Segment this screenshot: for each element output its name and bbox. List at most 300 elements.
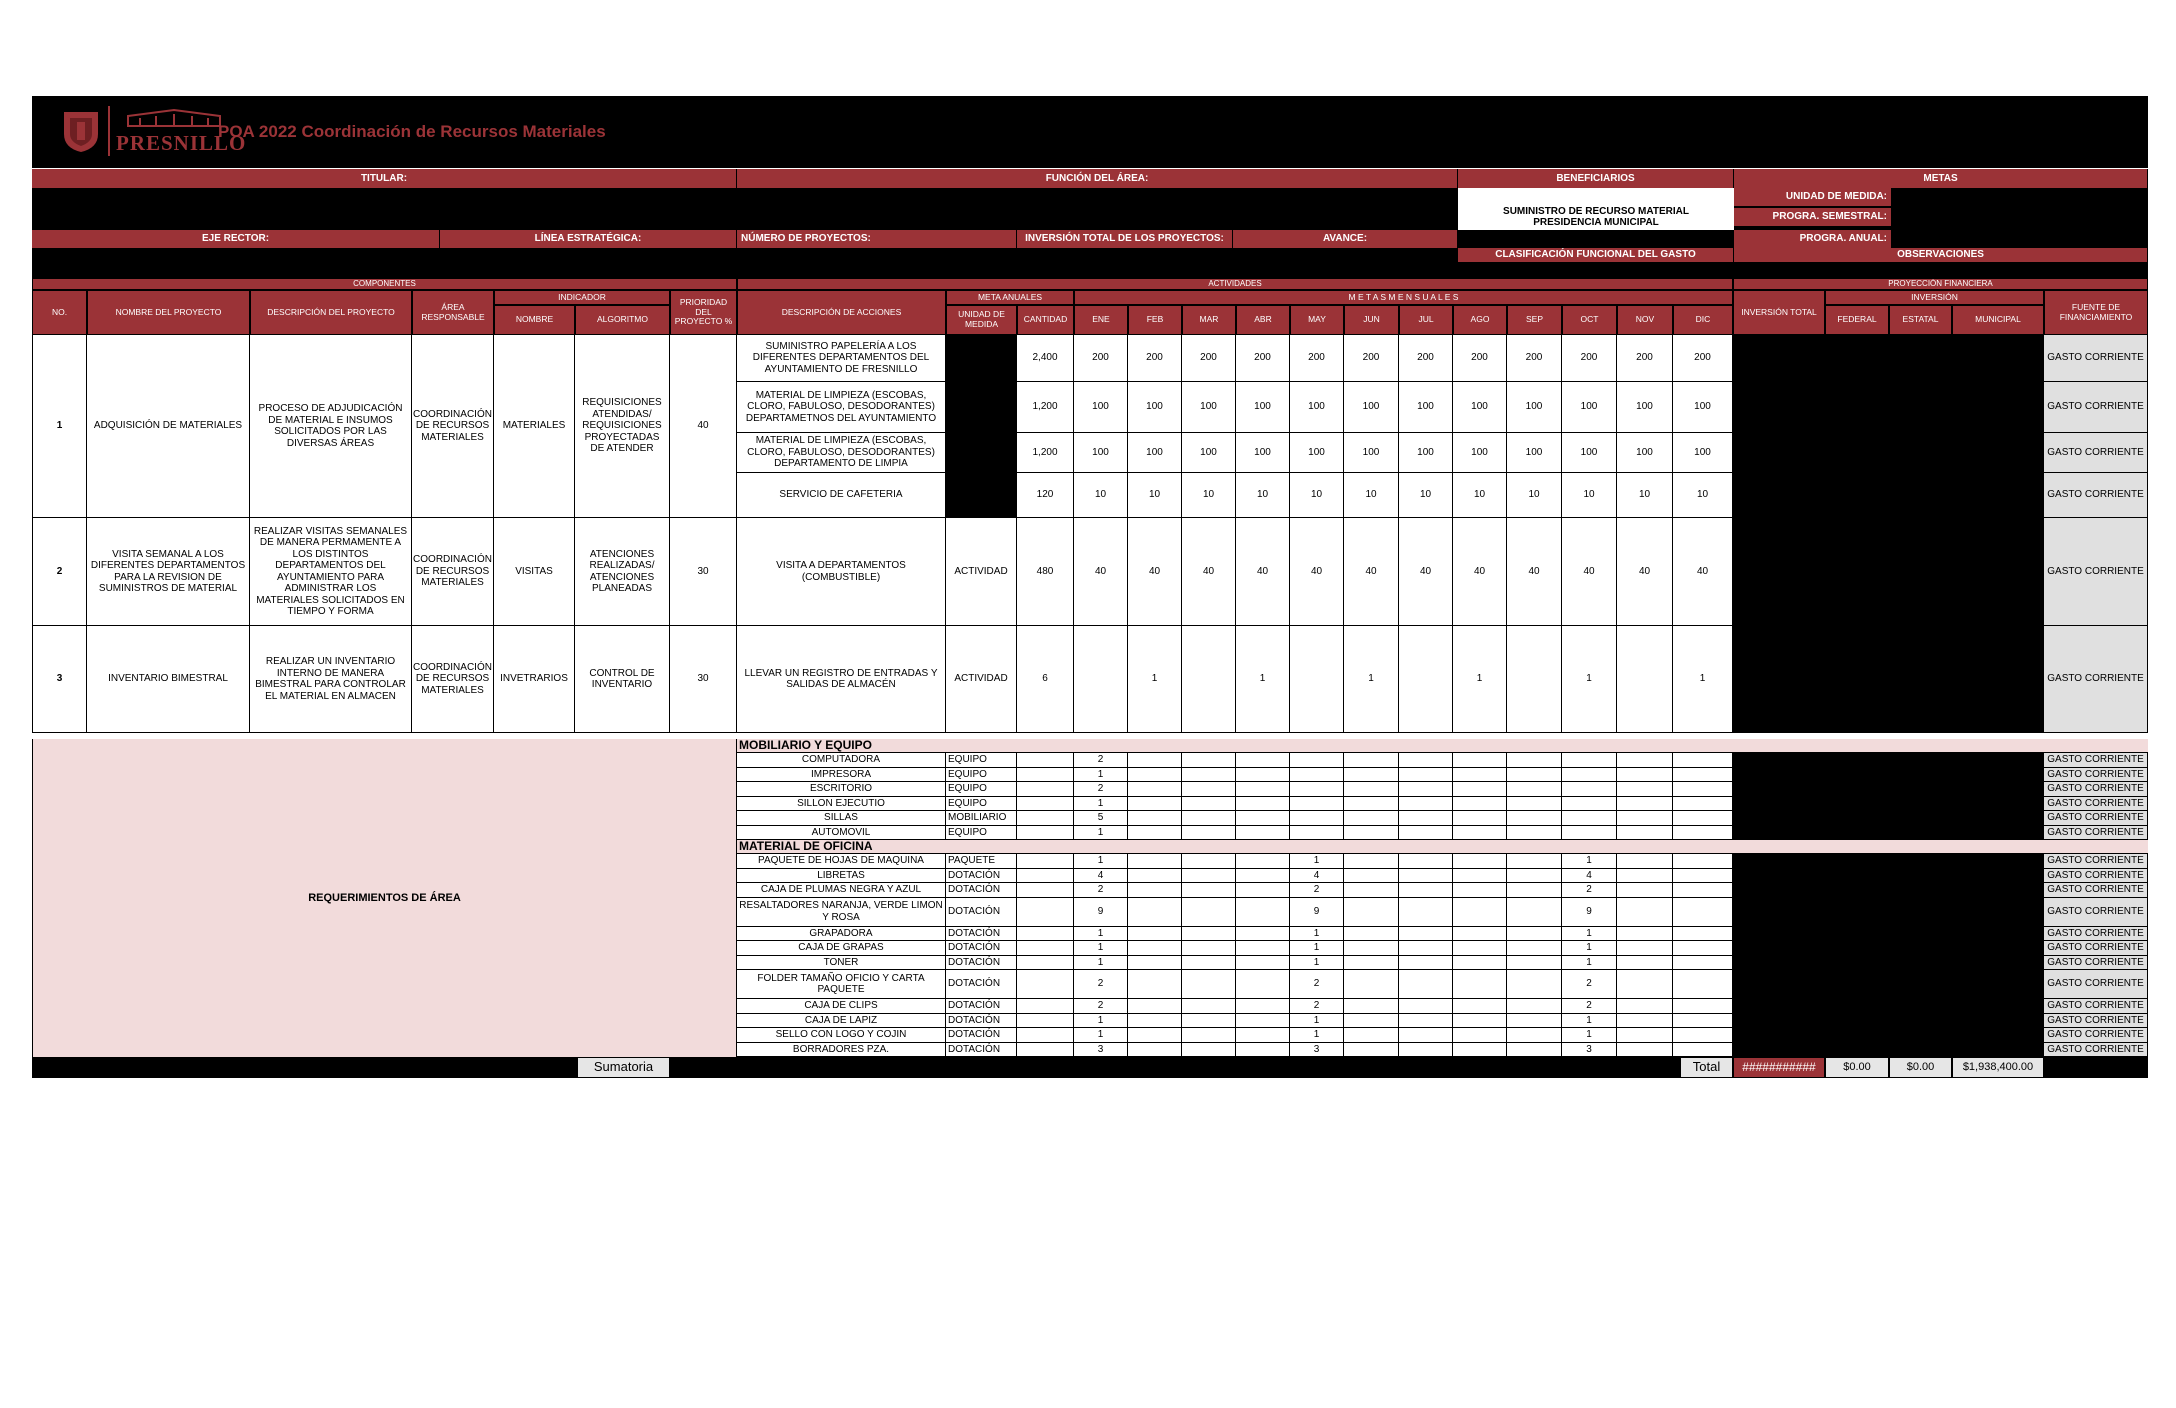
req-item-month-nov (1617, 1043, 1673, 1058)
req-item-month-mar (1182, 927, 1236, 942)
project-indicador-nombre: VISITAS (494, 518, 575, 626)
req-item-month-oct: 2 (1562, 970, 1617, 999)
req-item-inversion-block (1733, 782, 2044, 797)
project-indicador-nombre: INVETRARIOS (494, 626, 575, 733)
req-item-inversion-block (1733, 883, 2044, 898)
project-algoritmo: REQUISICIONES ATENDIDAS/ REQUISICIONES PROYECTADAS DE ATENDER (575, 335, 670, 518)
req-item-fuente: GASTO CORRIENTE (2044, 927, 2148, 942)
req-item-month-abr (1236, 970, 1290, 999)
req-item-month-jul (1399, 1043, 1453, 1058)
action-month-feb: 10 (1128, 473, 1182, 518)
req-item-month-ene: 1 (1074, 941, 1128, 956)
action-month-may (1290, 626, 1344, 733)
req-item-month-oct: 2 (1562, 883, 1617, 898)
col-month-mar: MAR (1182, 305, 1236, 335)
req-item-month-oct (1562, 826, 1617, 841)
req-item-month-may (1290, 782, 1344, 797)
req-item-month-nov (1617, 753, 1673, 768)
req-item-descripcion: GRAPADORA (737, 927, 946, 942)
req-section-title: MATERIAL DE OFICINA (737, 840, 2044, 854)
req-item-month-ene: 1 (1074, 797, 1128, 812)
req-item-unidad: DOTACIÓN (946, 1043, 1017, 1058)
action-month-jul: 100 (1399, 382, 1453, 433)
funcion-label: FUNCIÓN DEL ÁREA: (737, 169, 1458, 188)
action-month-jun: 100 (1344, 382, 1399, 433)
req-item-month-feb (1128, 869, 1182, 884)
col-estatal: ESTATAL (1889, 305, 1952, 335)
col-month-jun: JUN (1344, 305, 1399, 335)
req-item-month-nov (1617, 768, 1673, 783)
req-item-month-mar (1182, 826, 1236, 841)
col-month-ago: AGO (1453, 305, 1507, 335)
req-item-fuente: GASTO CORRIENTE (2044, 956, 2148, 971)
inversion-header: INVERSIÓN (1825, 290, 2044, 305)
req-item-month-abr (1236, 869, 1290, 884)
building-icon (116, 108, 232, 128)
req-item-descripcion: SILLON EJECUTIO (737, 797, 946, 812)
req-item-descripcion: RESALTADORES NARANJA, VERDE LIMON Y ROSA (737, 898, 946, 927)
req-item-month-sep (1507, 970, 1562, 999)
req-item-month-nov (1617, 782, 1673, 797)
req-item-unidad: DOTACIÓN (946, 941, 1017, 956)
req-item-month-ene: 2 (1074, 999, 1128, 1014)
inversion-total-proyectos-label: INVERSIÓN TOTAL DE LOS PROYECTOS: (1017, 230, 1233, 248)
req-item-cantidad (1017, 782, 1074, 797)
req-item-month-may: 2 (1290, 999, 1344, 1014)
req-item-month-dic (1673, 826, 1733, 841)
total-federal-value: $0.00 (1825, 1057, 1889, 1078)
req-item-month-sep (1507, 797, 1562, 812)
action-month-jun: 100 (1344, 433, 1399, 473)
req-item-month-jun (1344, 811, 1399, 826)
req-item-month-ene: 1 (1074, 1028, 1128, 1043)
req-item-descripcion: SELLO CON LOGO Y COJIN (737, 1028, 946, 1043)
req-item-unidad: DOTACIÓN (946, 1028, 1017, 1043)
req-item-cantidad (1017, 854, 1074, 869)
req-item-month-may: 3 (1290, 1043, 1344, 1058)
req-item-inversion-block (1733, 927, 2044, 942)
req-item-month-jun (1344, 1028, 1399, 1043)
req-item-month-feb (1128, 898, 1182, 927)
req-item-month-dic (1673, 782, 1733, 797)
req-item-fuente: GASTO CORRIENTE (2044, 811, 2148, 826)
action-inversion-block (1733, 335, 2044, 382)
req-item-month-sep (1507, 854, 1562, 869)
req-item-unidad: PAQUETE (946, 854, 1017, 869)
action-month-nov: 10 (1617, 473, 1673, 518)
col-month-ene: ENE (1074, 305, 1128, 335)
req-item-month-ene: 2 (1074, 782, 1128, 797)
req-item-month-feb (1128, 753, 1182, 768)
req-item-month-abr (1236, 768, 1290, 783)
req-item-inversion-block (1733, 826, 2044, 841)
col-unidad: UNIDAD DE MEDIDA (946, 305, 1017, 335)
req-item-fuente: GASTO CORRIENTE (2044, 1028, 2148, 1043)
action-cantidad: 1,200 (1017, 433, 1074, 473)
req-item-month-oct (1562, 753, 1617, 768)
req-item-month-oct: 1 (1562, 854, 1617, 869)
req-item-month-nov (1617, 797, 1673, 812)
req-item-fuente: GASTO CORRIENTE (2044, 898, 2148, 927)
req-item-month-ene: 2 (1074, 753, 1128, 768)
req-item-month-jul (1399, 797, 1453, 812)
beneficiarios-value: SUMINISTRO DE RECURSO MATERIAL PRESIDENCIA MUNICIPAL (1458, 188, 1734, 246)
req-item-unidad: DOTACIÓN (946, 883, 1017, 898)
col-algoritmo: ALGORITMO (575, 305, 670, 335)
col-month-oct: OCT (1562, 305, 1617, 335)
req-item-month-may: 4 (1290, 869, 1344, 884)
req-item-month-ene: 2 (1074, 970, 1128, 999)
req-item-inversion-block (1733, 898, 2044, 927)
req-item-month-ago (1453, 1028, 1507, 1043)
linea-estrategica-label: LÍNEA ESTRATÉGICA: (440, 230, 737, 248)
action-month-ene: 40 (1074, 518, 1128, 626)
req-item-descripcion: PAQUETE DE HOJAS DE MAQUINA (737, 854, 946, 869)
req-item-month-feb (1128, 782, 1182, 797)
action-month-dic: 10 (1673, 473, 1733, 518)
req-item-month-abr (1236, 883, 1290, 898)
req-item-month-sep (1507, 956, 1562, 971)
progra-anual-label: PROGRA. ANUAL: (1734, 230, 1892, 248)
req-item-month-may (1290, 797, 1344, 812)
col-month-feb: FEB (1128, 305, 1182, 335)
req-item-month-ago (1453, 898, 1507, 927)
action-month-abr: 40 (1236, 518, 1290, 626)
req-item-month-feb (1128, 826, 1182, 841)
action-cantidad: 1,200 (1017, 382, 1074, 433)
req-item-month-ago (1453, 1014, 1507, 1029)
req-item-month-feb (1128, 797, 1182, 812)
req-item-month-sep (1507, 753, 1562, 768)
req-item-month-jul (1399, 753, 1453, 768)
action-month-oct: 40 (1562, 518, 1617, 626)
col-month-sep: SEP (1507, 305, 1562, 335)
total-label: Total (1680, 1057, 1733, 1078)
action-month-mar: 10 (1182, 473, 1236, 518)
req-item-month-ene: 4 (1074, 869, 1128, 884)
req-item-month-nov (1617, 956, 1673, 971)
action-cantidad: 6 (1017, 626, 1074, 733)
action-month-ago: 1 (1453, 626, 1507, 733)
req-item-inversion-block (1733, 1028, 2044, 1043)
req-item-month-abr (1236, 826, 1290, 841)
project-area: COORDINACIÓN DE RECURSOS MATERIALES (412, 626, 494, 733)
req-item-month-feb (1128, 768, 1182, 783)
req-item-month-nov (1617, 811, 1673, 826)
req-item-month-nov (1617, 927, 1673, 942)
req-item-unidad: EQUIPO (946, 797, 1017, 812)
action-fuente: GASTO CORRIENTE (2044, 473, 2148, 518)
action-month-dic: 200 (1673, 335, 1733, 382)
req-item-month-ago (1453, 811, 1507, 826)
req-item-fuente: GASTO CORRIENTE (2044, 854, 2148, 869)
req-section-title: MOBILIARIO Y EQUIPO (737, 739, 2044, 753)
action-month-jun: 1 (1344, 626, 1399, 733)
req-item-cantidad (1017, 1014, 1074, 1029)
avance-label: AVANCE: (1233, 230, 1458, 248)
req-item-month-jul (1399, 826, 1453, 841)
req-item-month-abr (1236, 1043, 1290, 1058)
project-descripcion: REALIZAR VISITAS SEMANALES DE MANERA PERMAMENTE A LOS DISTINTOS DEPARTAMENTOS DEL AYUNTAMIENTO PARA ADMINISTRAR LOS MATERIALES SOLICITADOS EN TIEMPO Y FORMA (250, 518, 412, 626)
req-item-month-abr (1236, 782, 1290, 797)
action-month-ene: 100 (1074, 382, 1128, 433)
action-month-nov (1617, 626, 1673, 733)
req-item-month-jun (1344, 970, 1399, 999)
req-item-cantidad (1017, 811, 1074, 826)
req-item-month-oct: 9 (1562, 898, 1617, 927)
req-item-month-jun (1344, 1014, 1399, 1029)
req-item-month-dic (1673, 1043, 1733, 1058)
req-item-fuente: GASTO CORRIENTE (2044, 826, 2148, 841)
req-item-month-nov (1617, 970, 1673, 999)
req-item-fuente: GASTO CORRIENTE (2044, 797, 2148, 812)
action-cantidad: 120 (1017, 473, 1074, 518)
action-fuente: GASTO CORRIENTE (2044, 382, 2148, 433)
req-item-descripcion: ESCRITORIO (737, 782, 946, 797)
req-item-unidad: DOTACIÓN (946, 956, 1017, 971)
action-month-jun: 40 (1344, 518, 1399, 626)
req-item-month-mar (1182, 753, 1236, 768)
req-item-cantidad (1017, 1043, 1074, 1058)
req-item-inversion-block (1733, 941, 2044, 956)
req-item-month-oct (1562, 797, 1617, 812)
req-item-month-ago (1453, 927, 1507, 942)
componentes-header: COMPONENTES (32, 278, 737, 290)
req-item-month-mar (1182, 956, 1236, 971)
req-item-inversion-block (1733, 869, 2044, 884)
action-month-jul: 200 (1399, 335, 1453, 382)
req-item-month-nov (1617, 1028, 1673, 1043)
total-municipal-value: $1,938,400.00 (1952, 1057, 2044, 1078)
col-municipal: MUNICIPAL (1952, 305, 2044, 335)
action-month-dic: 100 (1673, 382, 1733, 433)
action-month-ago: 40 (1453, 518, 1507, 626)
col-area: ÁREA RESPONSABLE (412, 290, 494, 335)
req-item-cantidad (1017, 999, 1074, 1014)
req-item-month-dic (1673, 854, 1733, 869)
project-algoritmo: CONTROL DE INVENTARIO (575, 626, 670, 733)
action-month-nov: 100 (1617, 382, 1673, 433)
req-item-month-oct (1562, 768, 1617, 783)
req-item-cantidad (1017, 768, 1074, 783)
action-unidad (946, 473, 1017, 518)
req-item-unidad: EQUIPO (946, 782, 1017, 797)
action-month-ago: 10 (1453, 473, 1507, 518)
page-title: POA 2022 Coordinación de Recursos Materiales (218, 122, 606, 141)
req-item-fuente: GASTO CORRIENTE (2044, 941, 2148, 956)
req-item-month-may (1290, 811, 1344, 826)
req-item-month-sep (1507, 927, 1562, 942)
action-inversion-block (1733, 626, 2044, 733)
req-item-month-ene: 1 (1074, 956, 1128, 971)
req-item-month-ago (1453, 768, 1507, 783)
req-item-month-jul (1399, 768, 1453, 783)
action-month-may: 100 (1290, 433, 1344, 473)
req-item-month-jul (1399, 970, 1453, 999)
req-item-cantidad (1017, 753, 1074, 768)
req-item-fuente: GASTO CORRIENTE (2044, 970, 2148, 999)
action-month-jul (1399, 626, 1453, 733)
req-item-month-ago (1453, 854, 1507, 869)
req-item-month-oct: 1 (1562, 1014, 1617, 1029)
req-item-month-jun (1344, 753, 1399, 768)
req-item-cantidad (1017, 927, 1074, 942)
action-inversion-block (1733, 473, 2044, 518)
titular-label: TITULAR: (32, 169, 737, 188)
req-item-month-dic (1673, 797, 1733, 812)
req-item-descripcion: AUTOMOVIL (737, 826, 946, 841)
req-item-month-ago (1453, 753, 1507, 768)
action-month-may: 200 (1290, 335, 1344, 382)
action-descripcion: LLEVAR UN REGISTRO DE ENTRADAS Y SALIDAS DE ALMACÉN (737, 626, 946, 733)
action-month-may: 100 (1290, 382, 1344, 433)
action-cantidad: 480 (1017, 518, 1074, 626)
req-item-month-sep (1507, 811, 1562, 826)
action-descripcion: SUMINISTRO PAPELERÍA A LOS DIFERENTES DEPARTAMENTOS DEL AYUNTAMIENTO DE FRESNILLO (737, 335, 946, 382)
req-item-month-dic (1673, 1014, 1733, 1029)
action-month-dic: 40 (1673, 518, 1733, 626)
req-item-month-mar (1182, 797, 1236, 812)
req-item-month-abr (1236, 811, 1290, 826)
project-prioridad: 30 (670, 626, 737, 733)
req-item-month-jul (1399, 869, 1453, 884)
city-logo (116, 108, 247, 156)
action-month-abr: 10 (1236, 473, 1290, 518)
col-federal: FEDERAL (1825, 305, 1889, 335)
col-cantidad: CANTIDAD (1017, 305, 1074, 335)
req-item-cantidad (1017, 970, 1074, 999)
req-item-month-nov (1617, 854, 1673, 869)
req-item-month-nov (1617, 898, 1673, 927)
req-item-month-abr (1236, 999, 1290, 1014)
requerimientos-label: REQUERIMIENTOS DE ÁREA (32, 739, 737, 1057)
title-bar (32, 96, 2148, 168)
req-item-month-oct: 4 (1562, 869, 1617, 884)
req-item-month-dic (1673, 941, 1733, 956)
req-item-month-mar (1182, 999, 1236, 1014)
req-item-month-sep (1507, 768, 1562, 783)
action-descripcion: SERVICIO DE CAFETERIA (737, 473, 946, 518)
req-item-month-feb (1128, 999, 1182, 1014)
req-item-unidad: EQUIPO (946, 753, 1017, 768)
req-item-month-may: 1 (1290, 941, 1344, 956)
req-item-inversion-block (1733, 753, 2044, 768)
req-item-month-ene: 1 (1074, 1014, 1128, 1029)
col-month-nov: NOV (1617, 305, 1673, 335)
req-item-month-mar (1182, 883, 1236, 898)
action-month-nov: 200 (1617, 335, 1673, 382)
req-item-unidad: EQUIPO (946, 826, 1017, 841)
req-item-inversion-block (1733, 1014, 2044, 1029)
req-item-descripcion: COMPUTADORA (737, 753, 946, 768)
req-item-month-nov (1617, 941, 1673, 956)
req-item-unidad: DOTACIÓN (946, 999, 1017, 1014)
req-item-month-dic (1673, 869, 1733, 884)
req-item-month-ene: 9 (1074, 898, 1128, 927)
req-item-month-abr (1236, 927, 1290, 942)
sumatoria-label: Sumatoria (577, 1057, 670, 1078)
req-item-inversion-block (1733, 768, 2044, 783)
progra-semestral-label: PROGRA. SEMESTRAL: (1734, 208, 1892, 226)
action-fuente: GASTO CORRIENTE (2044, 433, 2148, 473)
action-month-abr: 200 (1236, 335, 1290, 382)
req-item-month-ago (1453, 970, 1507, 999)
req-item-inversion-block (1733, 956, 2044, 971)
action-month-nov: 100 (1617, 433, 1673, 473)
action-month-ago: 100 (1453, 433, 1507, 473)
req-item-month-jul (1399, 927, 1453, 942)
req-item-descripcion: CAJA DE LAPIZ (737, 1014, 946, 1029)
req-item-fuente: GASTO CORRIENTE (2044, 753, 2148, 768)
req-item-month-abr (1236, 753, 1290, 768)
req-item-month-ene: 1 (1074, 826, 1128, 841)
req-item-month-dic (1673, 970, 1733, 999)
req-item-unidad: EQUIPO (946, 768, 1017, 783)
req-item-inversion-block (1733, 797, 2044, 812)
action-month-oct: 200 (1562, 335, 1617, 382)
req-item-month-nov (1617, 869, 1673, 884)
action-month-oct: 100 (1562, 382, 1617, 433)
action-month-ene (1074, 626, 1128, 733)
req-item-month-abr (1236, 797, 1290, 812)
req-item-month-mar (1182, 1014, 1236, 1029)
action-month-sep: 40 (1507, 518, 1562, 626)
action-month-feb: 100 (1128, 382, 1182, 433)
req-item-month-may (1290, 768, 1344, 783)
req-item-month-mar (1182, 782, 1236, 797)
req-item-month-jun (1344, 898, 1399, 927)
project-algoritmo: ATENCIONES REALIZADAS/ ATENCIONES PLANEADAS (575, 518, 670, 626)
action-month-ago: 100 (1453, 382, 1507, 433)
req-item-month-may: 1 (1290, 854, 1344, 869)
req-item-fuente: GASTO CORRIENTE (2044, 1014, 2148, 1029)
req-item-month-sep (1507, 883, 1562, 898)
action-month-feb: 40 (1128, 518, 1182, 626)
req-item-month-ago (1453, 826, 1507, 841)
action-month-feb: 1 (1128, 626, 1182, 733)
action-fuente: GASTO CORRIENTE (2044, 518, 2148, 626)
req-item-month-abr (1236, 1028, 1290, 1043)
req-item-month-mar (1182, 1028, 1236, 1043)
action-inversion-block (1733, 518, 2044, 626)
req-item-month-jun (1344, 869, 1399, 884)
action-month-feb: 200 (1128, 335, 1182, 382)
actividades-header: ACTIVIDADES (737, 278, 1733, 290)
req-item-month-feb (1128, 956, 1182, 971)
action-month-jul: 100 (1399, 433, 1453, 473)
req-item-month-oct: 1 (1562, 1028, 1617, 1043)
meta-anual-header: META ANUALES (946, 290, 1074, 305)
action-cantidad: 2,400 (1017, 335, 1074, 382)
observaciones-label: OBSERVACIONES (1734, 248, 2148, 262)
req-item-unidad: DOTACIÓN (946, 970, 1017, 999)
col-month-may: MAY (1290, 305, 1344, 335)
req-item-cantidad (1017, 941, 1074, 956)
action-month-ene: 10 (1074, 473, 1128, 518)
metas-label: METAS (1734, 169, 2148, 188)
req-item-month-ago (1453, 883, 1507, 898)
req-item-inversion-block (1733, 999, 2044, 1014)
req-item-month-oct (1562, 782, 1617, 797)
project-no: 2 (32, 518, 87, 626)
project-prioridad: 30 (670, 518, 737, 626)
req-item-month-mar (1182, 898, 1236, 927)
shield-logo-icon (60, 108, 102, 154)
req-item-descripcion: SILLAS (737, 811, 946, 826)
req-item-descripcion: LIBRETAS (737, 869, 946, 884)
req-item-month-dic (1673, 898, 1733, 927)
req-item-month-jul (1399, 782, 1453, 797)
